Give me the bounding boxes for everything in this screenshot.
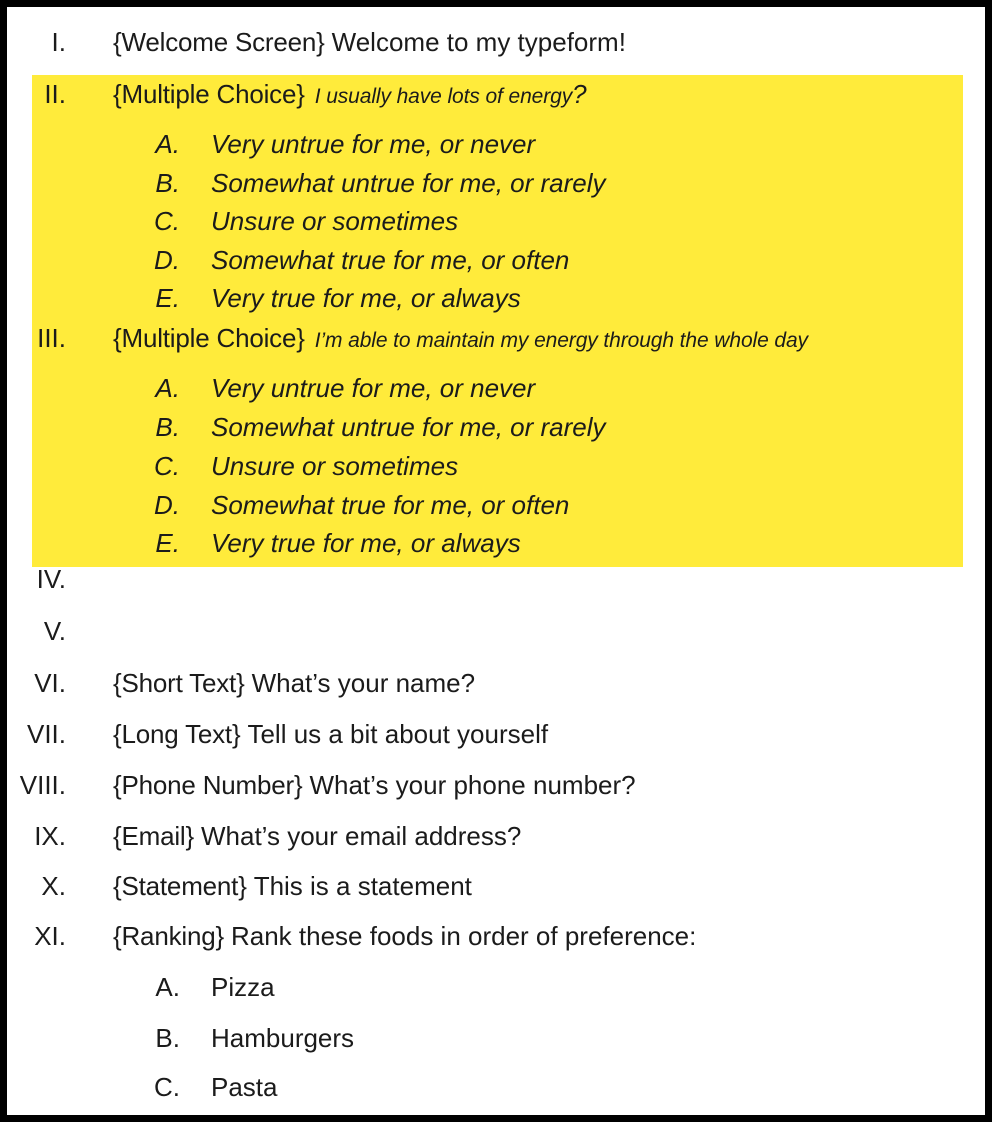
option-text: Very untrue for me, or never [211, 129, 536, 159]
option-item [7, 491, 985, 529]
list-item-empty-5 [7, 617, 985, 669]
list-item-welcome-screen [7, 28, 985, 80]
option-text: Unsure or sometimes [211, 206, 459, 236]
option-letter: D. [154, 245, 180, 275]
option-letter: B. [155, 412, 180, 442]
item-text: Rank these foods in order of preference: [230, 921, 697, 951]
list-numeral: VII. [26, 719, 66, 749]
list-item-long-text [7, 720, 985, 771]
item-text: Tell us a bit about yourself [247, 719, 549, 749]
option-text: Very true for me, or always [211, 283, 521, 313]
question-text: I usually have lots of energy [314, 85, 573, 108]
item-content [113, 80, 587, 111]
option-text: Somewhat untrue for me, or rarely [211, 168, 606, 198]
option-item [7, 529, 985, 565]
field-type-tag: {Welcome Screen} [113, 27, 325, 57]
item-content [113, 720, 548, 749]
field-type-tag: {Email} [113, 821, 194, 851]
list-numeral: III. [37, 323, 66, 353]
option-letter: C. [154, 451, 180, 481]
list-numeral: XI. [34, 921, 66, 951]
list-numeral: V. [43, 616, 66, 646]
option-letter: A. [155, 972, 180, 1002]
option-letter: E. [155, 528, 180, 558]
list-numeral: VIII. [19, 770, 66, 800]
list-numeral: IV. [36, 564, 66, 594]
option-letter: A. [155, 373, 180, 403]
option-letter: D. [154, 490, 180, 520]
item-content [113, 922, 696, 951]
option-item [7, 130, 985, 169]
list-numeral: I. [51, 27, 66, 57]
question-mark: ? [572, 79, 587, 109]
option-text: Somewhat untrue for me, or rarely [211, 412, 606, 442]
option-text: Very true for me, or always [211, 528, 521, 558]
field-type-tag: {Ranking} [113, 921, 224, 951]
question-text: I’m able to maintain my energy through the whole day [314, 329, 808, 352]
field-type-tag: {Short Text} [113, 668, 245, 698]
item-text: This is a statement [253, 871, 472, 901]
item-content [113, 822, 521, 851]
item-content [113, 669, 475, 698]
list-item-email [7, 822, 985, 872]
field-type-tag: {Multiple Choice} [113, 323, 305, 353]
ranking-option-item [7, 1024, 985, 1073]
option-text: Pasta [211, 1072, 278, 1102]
list-numeral: IX. [34, 821, 66, 851]
item-content [113, 324, 808, 355]
document-page [7, 7, 985, 1115]
option-text: Very untrue for me, or never [211, 373, 536, 403]
option-item [7, 169, 985, 207]
ranking-option-item [7, 1073, 985, 1115]
option-letter: E. [155, 283, 180, 313]
item-content [113, 872, 472, 901]
option-letter: A. [155, 129, 180, 159]
list-item-ranking [7, 922, 985, 973]
option-text: Pizza [211, 972, 275, 1002]
option-letter: C. [154, 206, 180, 236]
option-item [7, 413, 985, 452]
ranking-option-item [7, 973, 985, 1024]
option-letter: C. [154, 1072, 180, 1102]
item-content [113, 771, 636, 800]
item-text: Welcome to my typeform! [331, 27, 626, 57]
list-numeral: VI. [34, 668, 66, 698]
field-type-tag: {Statement} [113, 871, 247, 901]
option-item [7, 284, 985, 324]
option-text: Somewhat true for me, or often [211, 490, 570, 520]
list-item-statement [7, 872, 985, 922]
field-type-tag: {Phone Number} [113, 770, 303, 800]
list-item-multiple-choice-1 [7, 80, 985, 130]
option-item [7, 246, 985, 284]
option-text: Hamburgers [211, 1023, 355, 1053]
list-item-short-text [7, 669, 985, 720]
option-text: Unsure or sometimes [211, 451, 459, 481]
item-text: What’s your name? [251, 668, 476, 698]
option-item [7, 374, 985, 413]
outline-list [7, 28, 985, 1115]
list-item-phone-number [7, 771, 985, 822]
option-item [7, 207, 985, 246]
option-text: Somewhat true for me, or often [211, 245, 570, 275]
option-letter: B. [155, 1023, 180, 1053]
list-numeral: II. [44, 79, 66, 109]
field-type-tag: {Long Text} [113, 719, 241, 749]
option-item [7, 452, 985, 491]
list-numeral: X. [41, 871, 66, 901]
item-content [113, 28, 626, 57]
option-letter: B. [155, 168, 180, 198]
list-item-empty-4 [7, 565, 985, 617]
item-text: What’s your phone number? [309, 770, 636, 800]
field-type-tag: {Multiple Choice} [113, 79, 305, 109]
list-item-multiple-choice-2 [7, 324, 985, 374]
item-text: What’s your email address? [200, 821, 522, 851]
